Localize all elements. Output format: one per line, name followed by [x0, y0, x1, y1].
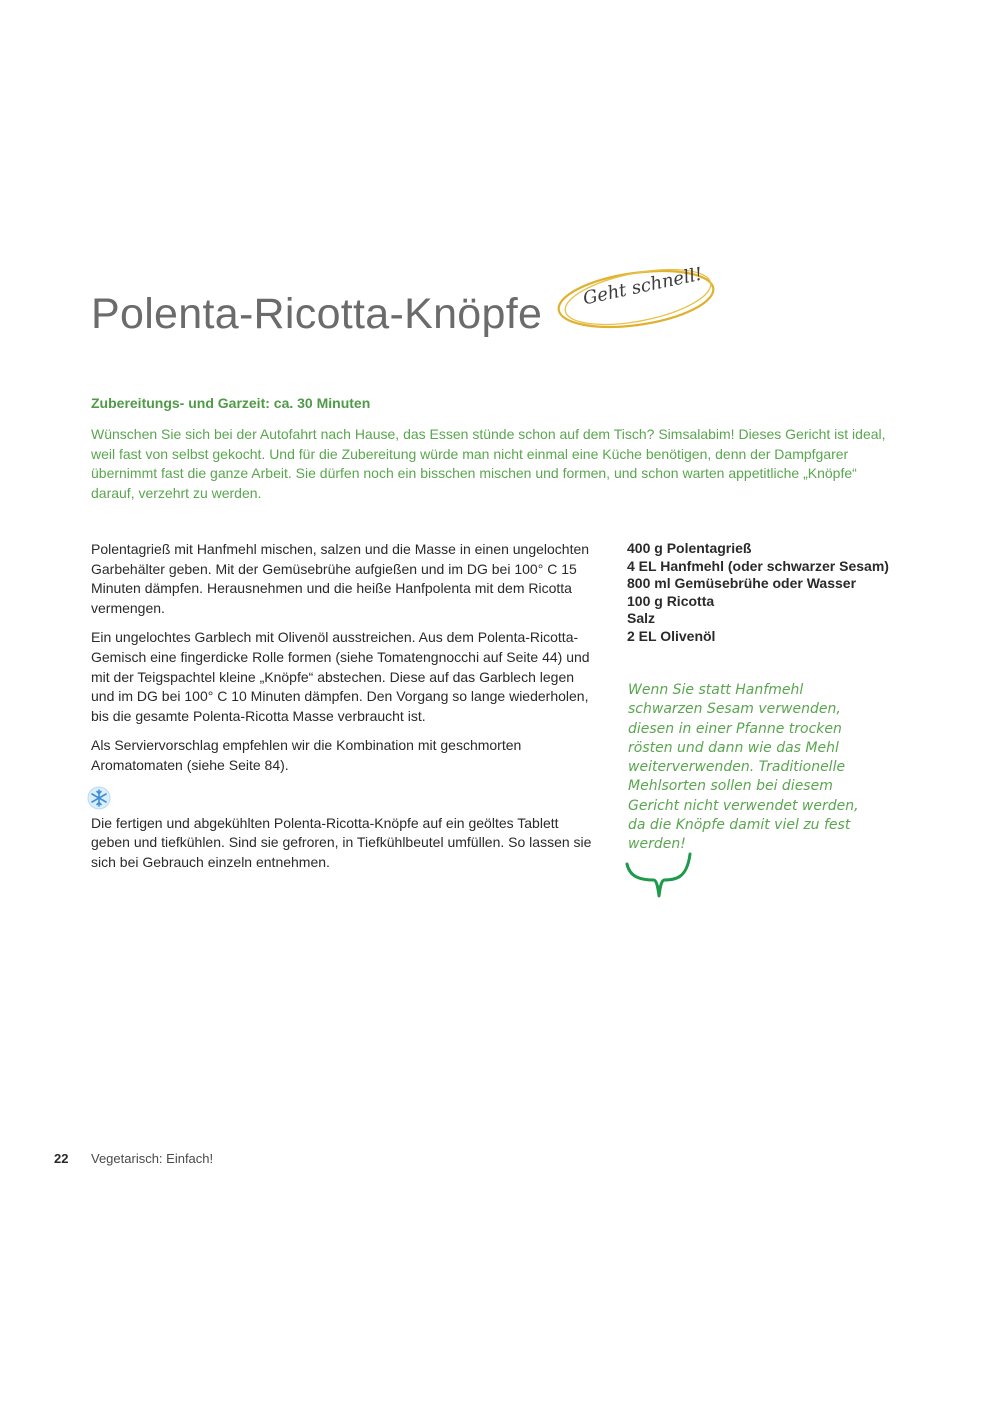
instruction-step: Ein ungelochtes Garblech mit Olivenöl ausstreichen. Aus dem Polenta-Ricotta-Gemisch eine fingerdicke Rolle formen (siehe Tomatengnocchi auf Seite 44) und mit der Teigspachtel kleine „Knöpfe“ abstechen. Diese auf das Garblech legen und im DG bei 100° C 10 Minuten dämpfen. Den Vorgang so lange wiederholen, bis die gesamte Polenta-Ricotta Masse verbraucht ist. — [91, 629, 590, 724]
snowflake-icon — [87, 786, 111, 810]
tip-text: Wenn Sie statt Hanfmehl schwarzen Sesam verwenden, diesen in einer Pfanne trocken rösten und dann wie das Mehl weiterverwenden. Traditionelle Mehlsorten sollen bei diesem Gericht nicht verwendet werden, da die Knöpfe damit viel zu fest werden! — [628, 682, 859, 853]
ingredient-item: Salz — [627, 610, 656, 627]
ingredient-item: 800 ml Gemüsebrühe oder Wasser — [627, 575, 857, 592]
ingredient-item: 2 EL Olivenöl — [627, 627, 716, 644]
instructions — [91, 540, 596, 882]
brace-ornament-icon — [624, 850, 692, 900]
intro-text: Wünschen Sie sich bei der Autofahrt nach Hause, das Essen stünde schon auf dem Tisch? Simsalabim! Dieses Gericht ist ideal, weil fast von selbst gekocht. Und für die Zubereitung würde man nicht einmal eine Küche benötigen, denn der Dampfgarer übernimmt fast die ganze Arbeit. Sie dürfen noch ein bisschen mischen und formen, und schon warten appetitliche „Knöpfe“ darauf, verzehrt zu werden. — [91, 426, 886, 501]
quick-badge — [552, 262, 722, 332]
instruction-step: Als Serviervorschlag empfehlen wir die Kombination mit geschmorten Aromatomaten (siehe Seite 84). — [91, 737, 522, 773]
page-number: 22 — [54, 1151, 69, 1166]
badge-label: Geht schnell! — [581, 263, 705, 310]
instruction-step: Polentagrieß mit Hanfmehl mischen, salzen und die Masse in einen ungelochten Garbehälter geben. Mit der Gemüsebrühe aufgießen und im DG bei 100° C 15 Minuten dämpfen. Herausnehmen und die heiße Hanfpolenta mit dem Ricotta vermengen. — [91, 541, 590, 616]
ingredient-item: 400 g Polentagrieß — [627, 540, 752, 556]
prep-time: Zubereitungs- und Garzeit: ca. 30 Minuten — [91, 395, 371, 411]
ingredient-list — [627, 540, 927, 646]
book-title: Vegetarisch: Einfach! — [91, 1151, 214, 1166]
freezer-note: Die fertigen und abgekühlten Polenta-Ricotta-Knöpfe auf ein geöltes Tablett geben und tiefkühlen. Sind sie gefroren, in Tiefkühlbeutel umfüllen. So lassen sie sich bei Gebrauch einzeln entnehmen. — [91, 814, 592, 870]
ingredient-item: 100 g Ricotta — [627, 592, 715, 609]
ingredient-item: 4 EL Hanfmehl (oder schwarzer Sesam) — [627, 557, 889, 574]
recipe-title: Polenta-Ricotta-Knöpfe — [91, 290, 543, 338]
